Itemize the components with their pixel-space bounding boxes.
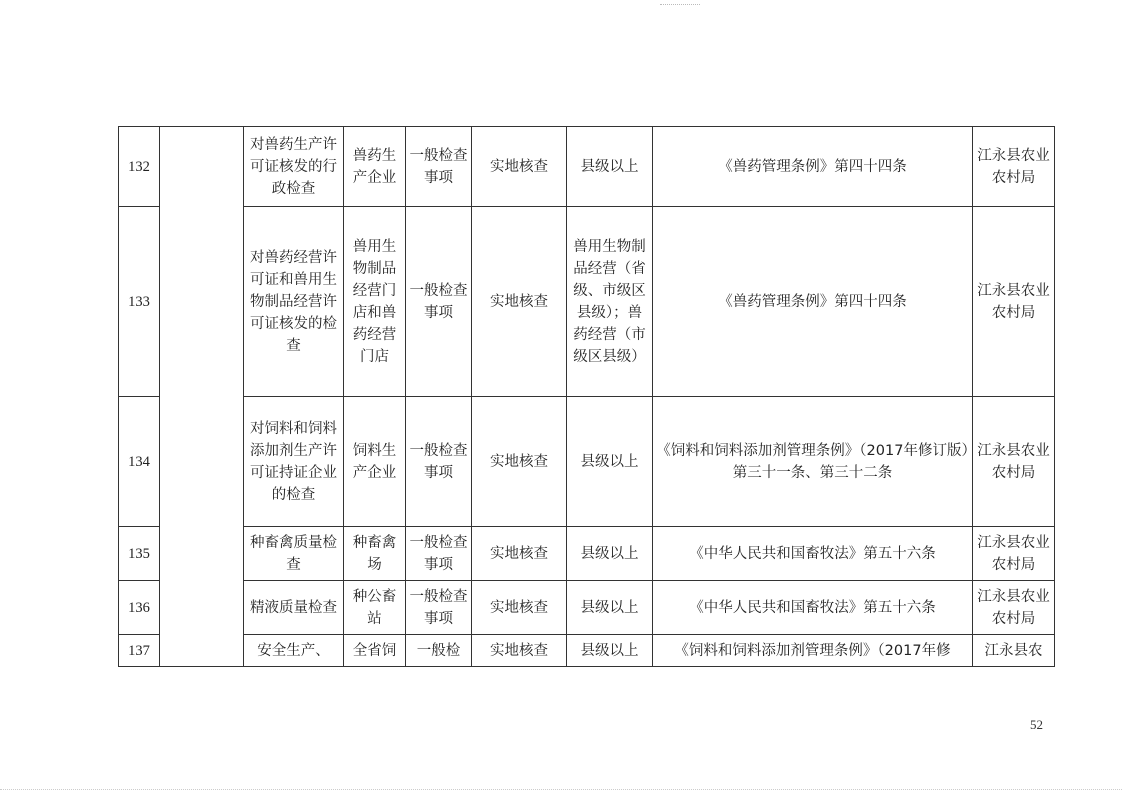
inspection-type: 一般检查事项 xyxy=(406,397,472,527)
inspection-level: 县级以上 xyxy=(567,635,653,667)
row-number: 133 xyxy=(119,207,160,397)
inspection-method: 实地核查 xyxy=(472,127,567,207)
table-row xyxy=(119,397,1055,527)
category-cell xyxy=(160,127,244,667)
inspection-item: 精液质量检查 xyxy=(244,581,344,635)
inspection-subject: 种畜禽场 xyxy=(344,527,406,581)
inspection-level: 县级以上 xyxy=(567,127,653,207)
inspection-item: 种畜禽质量检查 xyxy=(244,527,344,581)
table-row xyxy=(119,127,1055,207)
inspection-type: 一般检查事项 xyxy=(406,527,472,581)
legal-basis: 《兽药管理条例》第四十四条 xyxy=(653,127,973,207)
inspection-subject: 兽药生产企业 xyxy=(344,127,406,207)
inspection-type: 一般检查事项 xyxy=(406,127,472,207)
scan-artifact xyxy=(660,4,700,6)
inspection-subject: 全省饲 xyxy=(344,635,406,667)
responsible-department: 江永县农业农村局 xyxy=(973,527,1055,581)
inspection-level: 县级以上 xyxy=(567,527,653,581)
table-row xyxy=(119,207,1055,397)
row-number: 135 xyxy=(119,527,160,581)
inspection-method: 实地核查 xyxy=(472,207,567,397)
page-number: 52 xyxy=(1030,717,1043,732)
responsible-department: 江永县农业农村局 xyxy=(973,397,1055,527)
inspection-item: 对饲料和饲料添加剂生产许可证持证企业的检查 xyxy=(244,397,344,527)
row-number: 136 xyxy=(119,581,160,635)
legal-basis: 《中华人民共和国畜牧法》第五十六条 xyxy=(653,527,973,581)
responsible-department: 江永县农 xyxy=(973,635,1055,667)
scan-artifact xyxy=(0,789,1122,791)
inspection-type: 一般检 xyxy=(406,635,472,667)
inspection-method: 实地核查 xyxy=(472,527,567,581)
legal-basis: 《饲料和饲料添加剂管理条例》（2017年修 xyxy=(653,635,973,667)
inspection-method: 实地核查 xyxy=(472,397,567,527)
inspection-level: 县级以上 xyxy=(567,581,653,635)
inspection-item: 对兽药生产许可证核发的行政检查 xyxy=(244,127,344,207)
inspection-type: 一般检查事项 xyxy=(406,581,472,635)
inspection-item: 对兽药经营许可证和兽用生物制品经营许可证核发的检查 xyxy=(244,207,344,397)
table-row xyxy=(119,635,1055,667)
row-number: 134 xyxy=(119,397,160,527)
inspection-item: 安全生产、 xyxy=(244,635,344,667)
inspection-items-table xyxy=(118,126,1055,667)
inspection-method: 实地核查 xyxy=(472,581,567,635)
table-row xyxy=(119,527,1055,581)
legal-basis: 《兽药管理条例》第四十四条 xyxy=(653,207,973,397)
legal-basis: 《中华人民共和国畜牧法》第五十六条 xyxy=(653,581,973,635)
responsible-department: 江永县农业农村局 xyxy=(973,207,1055,397)
legal-basis: 《饲料和饲料添加剂管理条例》（2017年修订版）第三十一条、第三十二条 xyxy=(653,397,973,527)
inspection-type: 一般检查事项 xyxy=(406,207,472,397)
inspection-subject: 饲料生产企业 xyxy=(344,397,406,527)
inspection-level: 兽用生物制品经营（省级、市级区县级）；兽药经营（市级区县级） xyxy=(567,207,653,397)
responsible-department: 江永县农业农村局 xyxy=(973,581,1055,635)
inspection-subject: 兽用生物制品经营门店和兽药经营门店 xyxy=(344,207,406,397)
responsible-department: 江永县农业农村局 xyxy=(973,127,1055,207)
row-number: 137 xyxy=(119,635,160,667)
inspection-method: 实地核查 xyxy=(472,635,567,667)
table-row xyxy=(119,581,1055,635)
inspection-subject: 种公畜站 xyxy=(344,581,406,635)
inspection-level: 县级以上 xyxy=(567,397,653,527)
row-number: 132 xyxy=(119,127,160,207)
